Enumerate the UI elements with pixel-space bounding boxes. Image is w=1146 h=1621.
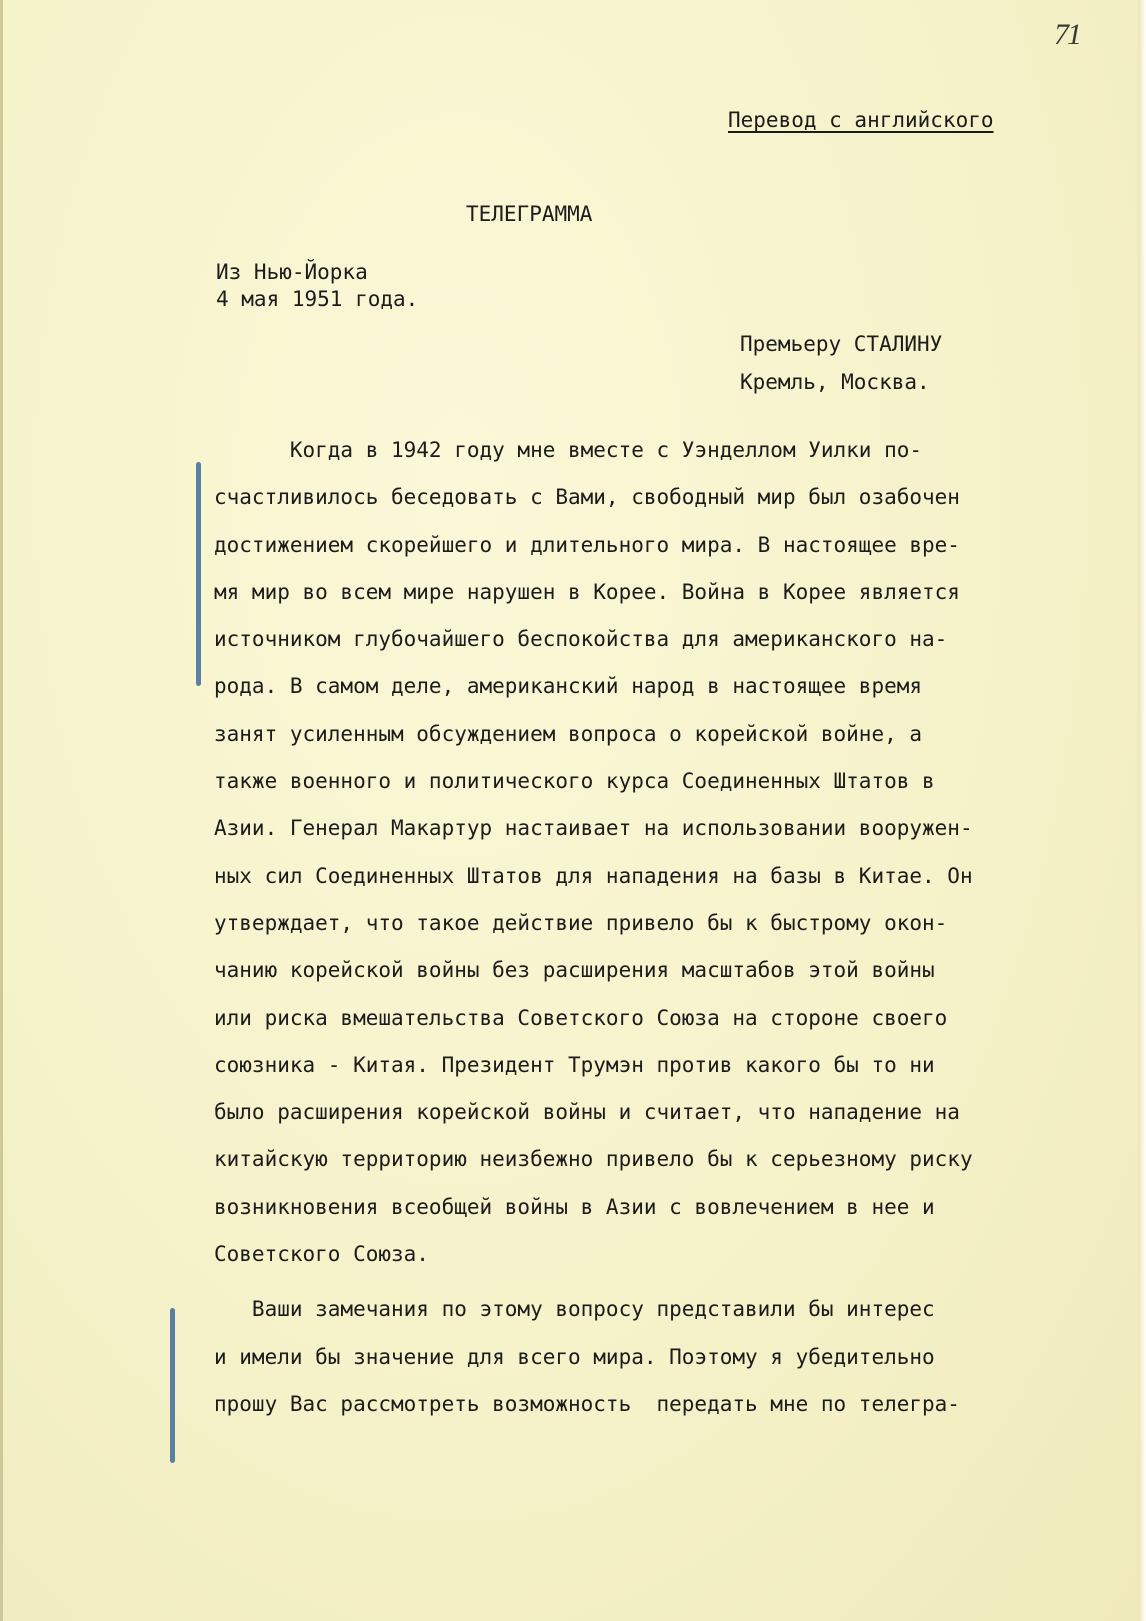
margin-pencil-mark (196, 462, 201, 686)
text-line: чанию корейской войны без расширения масштабов этой войны (214, 958, 935, 983)
text-line: возникновения всеобщей войны в Азии с вовлечением в нее и (214, 1194, 935, 1219)
translation-note: Перевод с английского (728, 108, 994, 132)
origin-city: Из Нью-Йорка (216, 260, 368, 284)
paragraph-2 (214, 1286, 1098, 1428)
text-line: утверждает, что такое действие привело бы к быстрому окон- (214, 910, 948, 935)
text-line: достижением скорейшего и длительного мира. В настоящее вре- (214, 532, 960, 557)
text-line: и имели бы значение для всего мира. Поэтому я убедительно (214, 1344, 935, 1369)
origin-block (216, 259, 418, 313)
text-line: источником глубочайшего беспокойства для американского на- (214, 627, 948, 652)
page-edge-right (1138, 0, 1146, 1621)
text-line: счастливилось беседовать с Вами, свободный мир был озабочен (214, 485, 960, 510)
text-line: Советского Союза. (214, 1242, 429, 1267)
origin-date: 4 мая 1951 года. (216, 287, 419, 311)
text-line: Когда в 1942 году мне вместе с Уэнделлом Уилки по- (214, 438, 923, 462)
paragraph-1 (214, 427, 1098, 1278)
paragraph-gap (214, 1278, 1098, 1286)
text-line: было расширения корейской войны и считает, что нападение на (214, 1100, 960, 1125)
text-line: или риска вмешательства Советского Союза на стороне своего (214, 1005, 948, 1030)
recipient-name: Премьеру СТАЛИНУ (740, 332, 943, 356)
page-number: 71 (1054, 18, 1080, 51)
text-line: также военного и политического курса Соединенных Штатов в (214, 769, 935, 794)
recipient-address: Кремль, Москва. (740, 370, 930, 394)
page-edge-left (0, 0, 3, 1621)
text-line: рода. В самом деле, американский народ в настоящее время (214, 674, 923, 699)
text-line: мя мир во всем мире нарушен в Корее. Война в Корее является (214, 579, 960, 604)
text-line: Азии. Генерал Макартур настаивает на использовании вооружен- (214, 816, 973, 841)
margin-pencil-mark (170, 1308, 175, 1463)
telegram-body (214, 427, 1098, 1428)
text-line: союзника - Китая. Президент Трумэн против какого бы то ни (214, 1052, 935, 1077)
text-line: ных сил Соединенных Штатов для нападения на базы в Китае. Он (214, 863, 973, 888)
text-line: Ваши замечания по этому вопросу представили бы интерес (214, 1297, 935, 1322)
document-title: ТЕЛЕГРАММА (466, 202, 593, 226)
recipient-block (740, 325, 942, 401)
text-line: прошу Вас рассмотреть возможность передать мне по телегра- (214, 1391, 960, 1416)
text-line: китайскую территорию неизбежно привело бы к серьезному риску (214, 1147, 973, 1172)
text-line: занят усиленным обсуждением вопроса о корейской войне, а (214, 721, 923, 746)
